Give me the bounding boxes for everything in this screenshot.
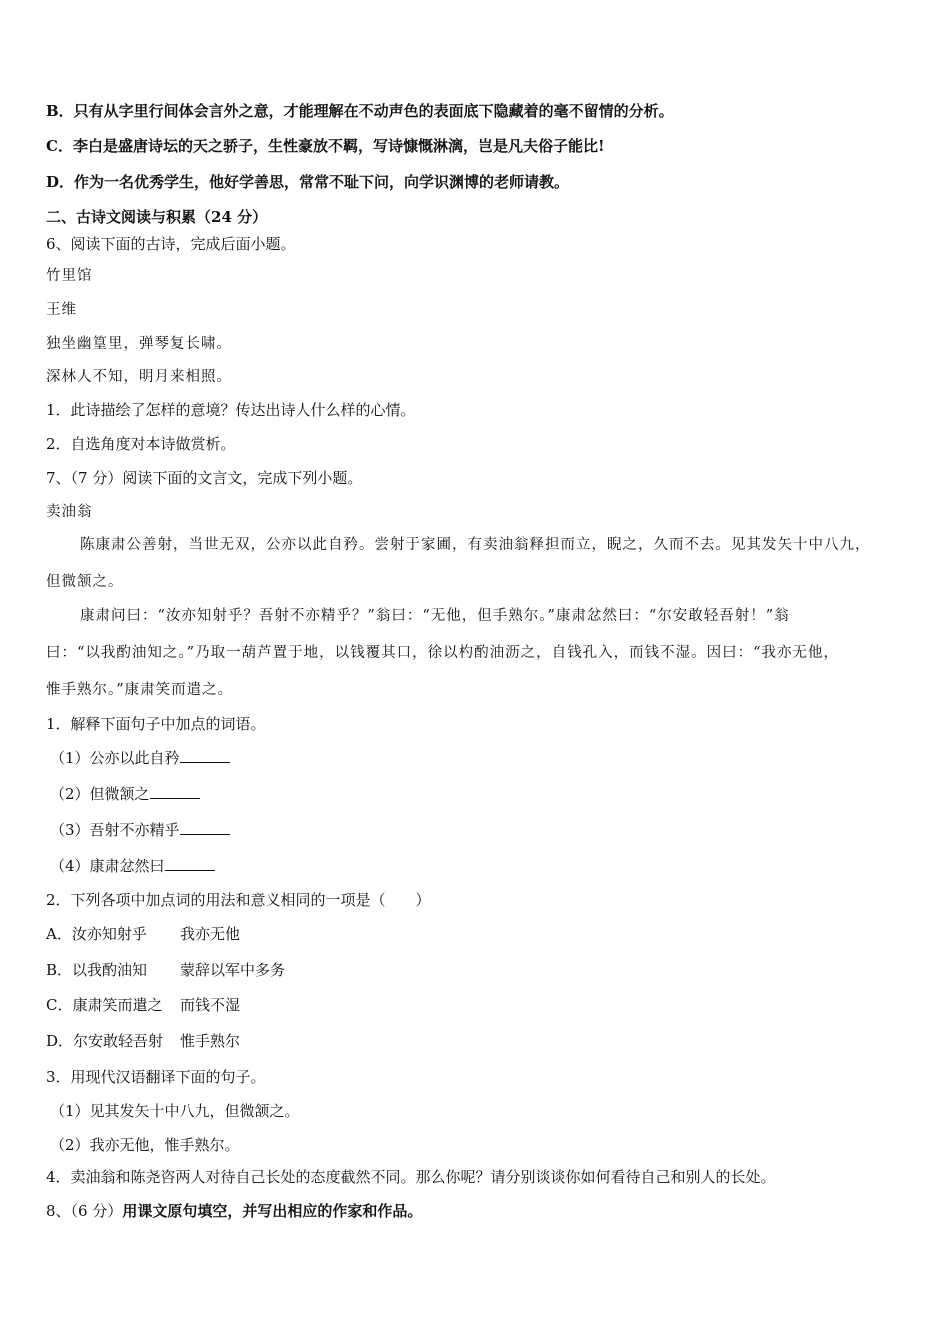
q6-sub1: 1．此诗描绘了怎样的意境？传达出诗人什么样的心情。 — [46, 401, 416, 419]
option-left: A．汝亦知射乎 — [46, 925, 147, 943]
q8-line — [46, 1201, 422, 1221]
q6-prompt: 6、阅读下面的古诗，完成后面小题。 — [46, 235, 296, 253]
q7-sub2-option-c — [46, 995, 240, 1015]
q5-option-b: B．只有从字里行间体会言外之意，才能理解在不动声色的表面底下隐藏着的毫不留情的分析。 — [46, 102, 674, 120]
para2-line2: 曰：“以我酌油知之。”乃取一葫芦置于地，以钱覆其口，徐以杓酌油沥之，自钱孔入，而钱不湿。因曰：“我亦无他， — [46, 645, 839, 661]
answer-blank[interactable] — [180, 747, 230, 763]
poem-author: 王维 — [46, 302, 77, 318]
q8-number: 8、（6 分） — [46, 1202, 123, 1220]
answer-blank[interactable] — [165, 855, 215, 871]
option-right: 我亦无他 — [180, 925, 241, 943]
q7-prompt: 7、（7 分）阅读下面的文言文，完成下列小题。 — [46, 469, 363, 487]
q7-sub3: 3．用现代汉语翻译下面的句子。 — [46, 1068, 266, 1086]
para1-line2: 但微颔之。 — [46, 574, 124, 590]
option-left: B．以我酌油知 — [46, 961, 148, 979]
q7-sub2-option-b — [46, 960, 285, 980]
para2-line3: 惟手熟尔。”康肃笑而遣之。 — [46, 682, 234, 698]
q5-option-d: D．作为一名优秀学生，他好学善思，常常不耻下问，向学识渊博的老师请教。 — [46, 173, 570, 191]
q7-sub1-item-1 — [50, 747, 230, 768]
option-left: C．康肃笑而遣之 — [46, 996, 163, 1014]
text-title: 卖油翁 — [46, 504, 93, 520]
q7-sub2-option-d — [46, 1031, 240, 1051]
item-text: （3）吾射不亦精乎 — [50, 821, 180, 839]
option-left: D．尔安敢轻吾射 — [46, 1032, 164, 1050]
answer-blank[interactable] — [180, 819, 230, 835]
poem-line-1: 独坐幽篁里，弹琴复长啸。 — [46, 336, 232, 352]
q7-sub3-item-2: （2）我亦无他，惟手熟尔。 — [50, 1136, 240, 1154]
poem-line-2: 深林人不知，明月来相照。 — [46, 369, 232, 385]
q5-option-c: C．李白是盛唐诗坛的天之骄子，生性豪放不羁，写诗慷慨淋漓，岂是凡夫俗子能比! — [46, 137, 605, 155]
q7-sub1: 1．解释下面句子中加点的词语。 — [46, 715, 266, 733]
para2-line1: 康肃问曰：“汝亦知射乎？吾射不亦精乎？”翁曰：“无他，但手熟尔。”康肃忿然曰：“尔安敢轻吾射！”翁 — [80, 608, 790, 624]
item-text: （2）但微颔之 — [50, 785, 150, 803]
item-text: （4）康肃忿然曰 — [50, 857, 165, 875]
option-right: 惟手熟尔 — [180, 1032, 241, 1050]
q7-sub2-option-a — [46, 924, 240, 944]
option-right: 蒙辞以军中多务 — [180, 961, 286, 979]
q7-sub1-item-3 — [50, 819, 230, 840]
q7-sub4: 4．卖油翁和陈尧咨两人对待自己长处的态度截然不同。那么你呢？请分别谈谈你如何看待自己和别人的长处。 — [46, 1168, 776, 1186]
q7-sub2: 2．下列各项中加点词的用法和意义相同的一项是（ ） — [46, 891, 431, 909]
para1-line1: 陈康肃公善射，当世无双，公亦以此自矜。尝射于家圃，有卖油翁释担而立，睨之，久而不去。见其发矢十中八九， — [80, 537, 871, 553]
q7-sub3-item-1: （1）见其发矢十中八九，但微颔之。 — [50, 1102, 300, 1120]
q7-sub1-item-2 — [50, 783, 200, 804]
option-right: 而钱不湿 — [180, 996, 241, 1014]
section2-title: 二、古诗文阅读与积累（24 分） — [46, 208, 268, 226]
q7-sub1-item-4 — [50, 855, 215, 876]
q6-sub2: 2．自选角度对本诗做赏析。 — [46, 435, 236, 453]
answer-blank[interactable] — [150, 783, 200, 799]
item-text: （1）公亦以此自矜 — [50, 749, 180, 767]
q8-prompt: 用课文原句填空，并写出相应的作家和作品。 — [122, 1202, 423, 1220]
poem-title: 竹里馆 — [46, 268, 93, 284]
